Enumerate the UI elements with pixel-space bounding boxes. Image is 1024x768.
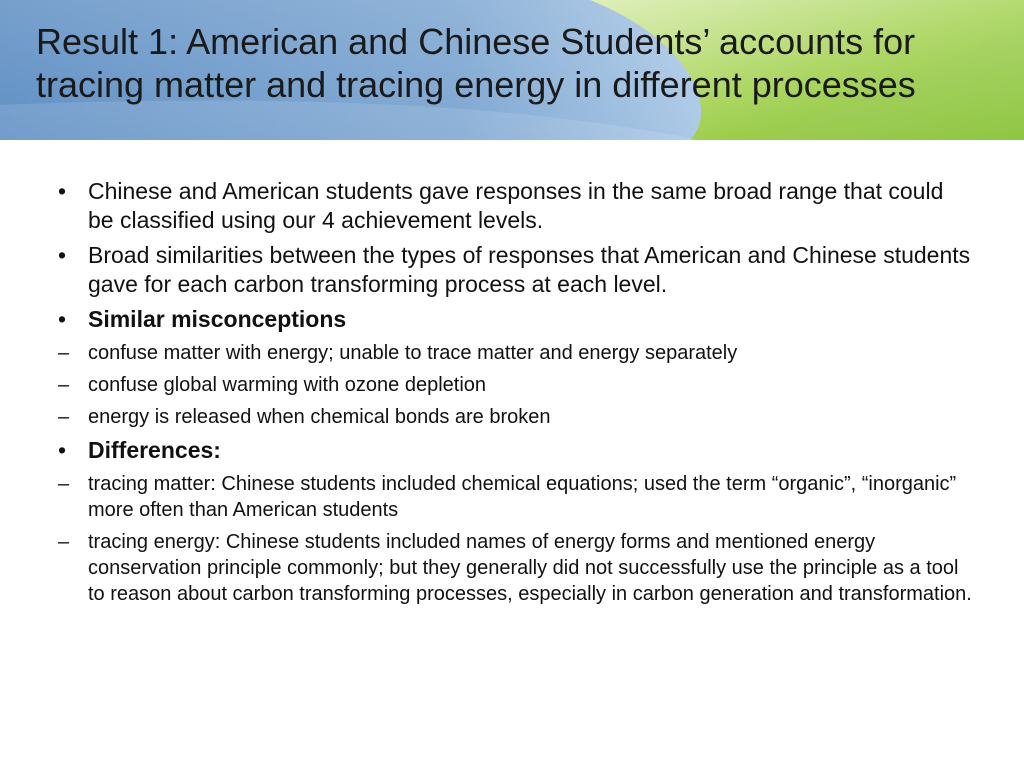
sub-bullet-item [0, 529, 973, 607]
bullet-item [58, 436, 973, 465]
bullet-symbol: • [58, 306, 67, 332]
dash-symbol: – [58, 531, 70, 553]
slide-title: Result 1: American and Chinese Students’ accounts for tracing matter and tracing energy in different processes [36, 21, 916, 105]
dash-symbol: – [58, 473, 70, 495]
bullet-symbol: • [58, 242, 67, 268]
bullet-text: Chinese and American students gave responses in the same broad range that could be classified using our 4 achievement levels. [88, 178, 944, 233]
dash-symbol: – [58, 342, 70, 364]
sub-bullet-text: confuse matter with energy; unable to trace matter and energy separately [88, 342, 738, 364]
bullet-text: Similar misconceptions [88, 306, 347, 332]
bullet-item [58, 177, 973, 235]
bullet-symbol: • [58, 437, 67, 463]
dash-symbol: – [58, 406, 70, 428]
sub-bullet-text: confuse global warming with ozone depletion [88, 374, 487, 396]
sub-bullet-text: tracing energy: Chinese students included names of energy forms and mentioned energy conservation principle commonly; but they generally did not successfully use the principle as a tool to reason about carbon transforming processes, especially in carbon generation and transformation. [88, 531, 972, 605]
bullet-text: Differences: [88, 437, 221, 463]
bullet-item [58, 241, 973, 299]
sub-bullet-item [0, 340, 973, 366]
dash-symbol: – [58, 374, 70, 396]
bullet-list [58, 177, 973, 613]
bullet-symbol: • [58, 178, 67, 204]
bullet-text: Broad similarities between the types of responses that American and Chinese students gave for each carbon transforming process at each level. [88, 242, 971, 297]
sub-bullet-item [0, 404, 973, 430]
bullet-item [58, 305, 973, 334]
sub-bullet-item [0, 372, 973, 398]
sub-bullet-text: energy is released when chemical bonds are broken [88, 406, 551, 428]
sub-bullet-item [0, 471, 973, 523]
sub-bullet-text: tracing matter: Chinese students included chemical equations; used the term “organic”, “inorganic” more often than American students [88, 473, 957, 521]
